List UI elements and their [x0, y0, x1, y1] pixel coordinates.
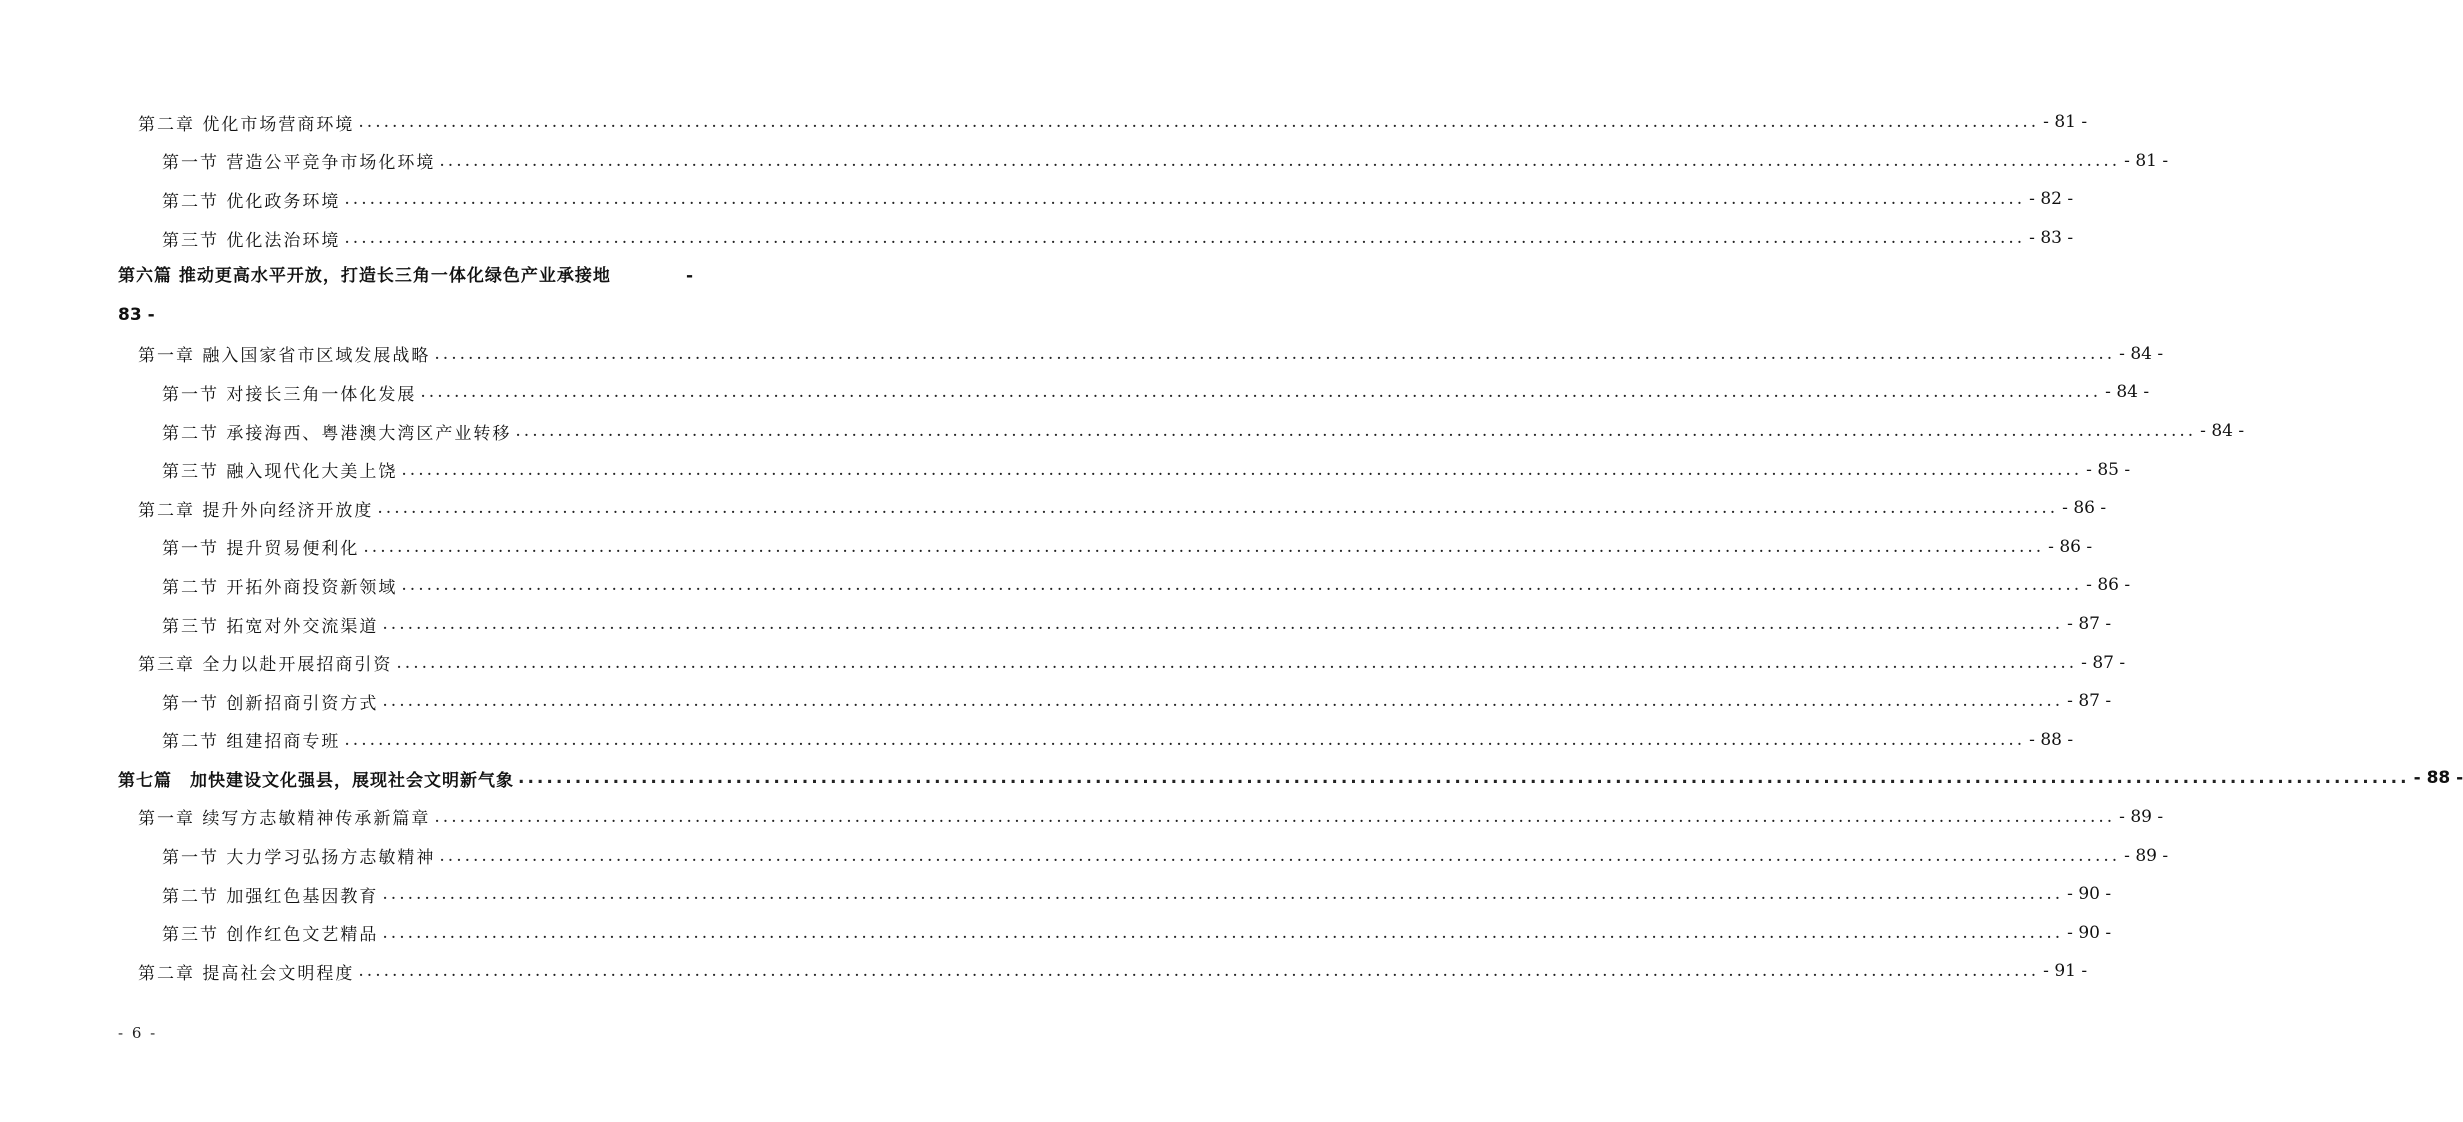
toc-entry-title: 第三节 创作红色文艺精品 [162, 925, 379, 946]
toc-entry-page-number: - 81 - [2043, 112, 2088, 133]
toc-dot-leader: ........................................................................................................................................................................................................ [382, 922, 2064, 943]
toc-chapter-entry [118, 335, 2164, 374]
toc-dot-leader: ........................................................................................................................................................................................................ [344, 729, 2026, 750]
toc-section-entry [118, 836, 2169, 875]
toc-dot-leader: ........................................................................................................................................................................................................ [439, 150, 2121, 171]
toc-dot-leader: ........................................................................................................................................................................................................ [434, 343, 2116, 364]
toc-section-entry [118, 721, 2074, 760]
toc-entry-page-number: - 89 - [2124, 845, 2169, 866]
toc-section-entry [118, 605, 2112, 644]
toc-entry-page-number: - 89 - [2119, 806, 2164, 827]
toc-section-entry [118, 682, 2112, 721]
toc-entry-title: 第一节 提升贸易便利化 [162, 539, 360, 560]
toc-entry-page-number: - 86 - [2086, 575, 2131, 596]
toc-dot-leader: ........................................................................................................................................................................................................ [377, 498, 2059, 519]
toc-chapter-entry [118, 643, 2126, 682]
toc-entry-title: 第二章 提升外向经济开放度 [138, 500, 374, 521]
toc-chapter-entry [118, 952, 2088, 991]
toc-entry-page-number: - 90 - [2067, 884, 2112, 905]
toc-entry-title: 第一节 大力学习弘扬方志敏精神 [162, 848, 436, 869]
toc-entry-page-number: - 88 - [2029, 729, 2074, 750]
toc-entry-page-number: - 85 - [2086, 459, 2131, 480]
toc-entry-page-number: - 87 - [2081, 652, 2126, 673]
table-of-contents [118, 103, 2463, 991]
toc-section-entry [118, 450, 2131, 489]
toc-entry-title: 第一章 续写方志敏精神传承新篇章 [138, 809, 431, 830]
toc-entry-page-number: - 82 - [2029, 189, 2074, 210]
toc-entry-page-number: - 90 - [2067, 922, 2112, 943]
toc-entry-page-number: - 86 - [2062, 498, 2107, 519]
toc-entry-page-number: - 83 - [2029, 228, 2074, 249]
toc-entry-title: 第二章 提高社会文明程度 [138, 963, 355, 984]
toc-dot-leader: ........................................................................................................................................................................................................ [382, 614, 2064, 635]
toc-entry-title: 第三节 优化法治环境 [162, 230, 341, 251]
toc-dot-leader: ........................................................................................................................................................................................................ [382, 884, 2064, 905]
toc-entry-title: 第一节 营造公平竞争市场化环境 [162, 153, 436, 174]
toc-section-entry [118, 875, 2112, 914]
toc-section-entry [118, 528, 2093, 567]
toc-dot-leader: ........................................................................................................................................................................................................ [401, 459, 2083, 480]
toc-entry-page-number: - 91 - [2043, 961, 2088, 982]
toc-chapter-entry [118, 103, 2088, 142]
toc-entry-page-number: - 84 - [2105, 382, 2150, 403]
toc-entry-title: 第三节 拓宽对外交流渠道 [162, 616, 379, 637]
toc-entry-title: 第二章 优化市场营商环境 [138, 114, 355, 135]
toc-entry-title: 第一节 对接长三角一体化发展 [162, 384, 417, 405]
toc-entry-page-number: - 87 - [2067, 691, 2112, 712]
toc-dot-leader: ........................................................................................................................................................................................................ [358, 961, 2040, 982]
toc-chapter-entry [118, 489, 2107, 528]
toc-dot-leader: ........................................................................................................................................................................................................ [344, 228, 2026, 249]
toc-dot-leader: ........................................................................................................................................................................................................ [439, 845, 2121, 866]
toc-section-entry [118, 373, 2150, 412]
toc-section-entry [118, 566, 2131, 605]
toc-entry-page-number: - 87 - [2067, 614, 2112, 635]
toc-entry-page-number: 83 - [118, 304, 155, 325]
toc-entry-page-number: - 84 - [2200, 421, 2245, 442]
toc-chapter-entry [118, 798, 2164, 837]
toc-dot-leader: ........................................................................................................................................................................................................ [363, 536, 2045, 557]
footer-page-number: - 6 - [118, 1024, 158, 1042]
toc-entry-title: 第三章 全力以赴开展招商引资 [138, 655, 393, 676]
toc-dot-leader: ........................................................................................................................................................................................................ [515, 421, 2197, 442]
toc-entry-page-prefix: - [685, 266, 693, 287]
toc-entry-title: 第六篇 推动更高水平开放，打造长三角一体化绿色产业承接地 [118, 266, 611, 287]
toc-entry-line [118, 257, 693, 296]
toc-entry-page-number: - 86 - [2048, 536, 2093, 557]
toc-entry-title: 第二节 优化政务环境 [162, 191, 341, 212]
toc-entry-title: 第二节 加强红色基因教育 [162, 886, 379, 907]
toc-entry-title: 第七篇 加快建设文化强县，展现社会文明新气象 [118, 770, 514, 791]
toc-dot-leader: ........................................................................................................................................................................................................ [518, 768, 2410, 789]
toc-section-entry [118, 180, 2074, 219]
toc-part-entry [118, 759, 2463, 798]
toc-dot-leader: ........................................................................................................................................................................................................ [344, 189, 2026, 210]
toc-section-entry [118, 142, 2169, 181]
toc-section-entry [118, 412, 2245, 451]
toc-entry-title: 第三节 融入现代化大美上饶 [162, 462, 398, 483]
toc-section-entry [118, 913, 2112, 952]
toc-dot-leader: ........................................................................................................................................................................................................ [434, 806, 2116, 827]
toc-dot-leader: ........................................................................................................................................................................................................ [358, 112, 2040, 133]
toc-part-entry [118, 257, 693, 334]
toc-entry-page-number: - 88 - [2413, 768, 2463, 789]
toc-dot-leader: ........................................................................................................................................................................................................ [382, 691, 2064, 712]
toc-dot-leader: ........................................................................................................................................................................................................ [401, 575, 2083, 596]
toc-entry-title: 第一章 融入国家省市区域发展战略 [138, 346, 431, 367]
toc-dot-leader: ........................................................................................................................................................................................................ [396, 652, 2078, 673]
toc-dot-leader: ........................................................................................................................................................................................................ [420, 382, 2102, 403]
toc-entry-page-number: - 84 - [2119, 343, 2164, 364]
toc-entry-title: 第一节 创新招商引资方式 [162, 693, 379, 714]
toc-section-entry [118, 219, 2074, 258]
toc-entry-title: 第二节 承接海西、粤港澳大湾区产业转移 [162, 423, 512, 444]
toc-entry-page-number: - 81 - [2124, 150, 2169, 171]
toc-entry-title: 第二节 组建招商专班 [162, 732, 341, 753]
toc-entry-title: 第二节 开拓外商投资新领域 [162, 577, 398, 598]
